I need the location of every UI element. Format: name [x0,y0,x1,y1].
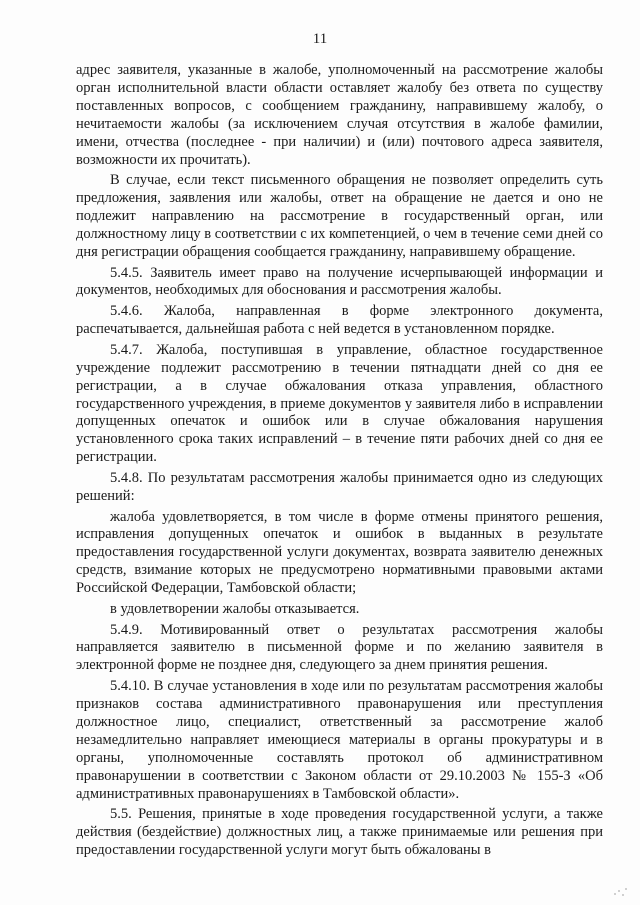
paragraph-5-4-5: 5.4.5. Заявитель имеет право на получение исчерпывающей информации и документов, необходимых для обоснования и рассмотрения жалобы. [76,264,603,299]
scan-artifact [614,887,628,897]
paragraph-decision-refused: в удовлетворении жалобы отказывается. [110,600,360,617]
paragraph-5-4-8: 5.4.8. По результатам рассмотрения жалобы принимается одно из следующих решений: [76,469,603,504]
document-body [76,62,603,863]
paragraph-decision-granted: жалоба удовлетворяется, в том числе в форме отмены принятого решения, исправления допущенных опечаток и ошибок в выданных в результате предоставления государственной услуги документах, возврата заявителю денежных средств, взимание которых не предусмотрено нормативными правовыми актами Российской Федерации, Тамбовской области; [76,508,603,597]
paragraph-5-4-10: 5.4.10. В случае установления в ходе или по результатам рассмотрения жалобы признаков состава административного правонарушения или преступления должностное лицо, специалист, ответственный за рассмотрение жалоб незамедлительно направляет имеющиеся материалы в органы прокуратуры и в органы, уполномоченные составлять протокол об административном правонарушении в соответствии с Законом области от 29.10.2003 № 155-З «Об административных правонарушениях в Тамбовской области». [76,678,603,802]
paragraph-5-4-9: 5.4.9. Мотивированный ответ о результатах рассмотрения жалобы направляется заявителю в письменной форме и по желанию заявителя в электронной форме не позднее дня, следующего за днем принятия решения. [76,621,603,674]
paragraph-continuation: адрес заявителя, указанные в жалобе, уполномоченный на рассмотрение жалобы орган исполнительной власти области оставляет жалобу без ответа по существу поставленных вопросов, с сообщением гражданину, направившему жалобу, о нечитаемости жалобы (за исключением случая отсутствия в жалобе фамилии, имени, отчества (последнее - при наличии) и (или) почтового адреса заявителя, возможности их прочитать). [76,62,603,168]
paragraph-unreadable-request: В случае, если текст письменного обращения не позволяет определить суть предложения, заявления или жалобы, ответ на обращение не дается и оно не подлежит направлению на рассмотрение в государственный орган, или должностному лицу в соответствии с их компетенцией, о чем в течение семи дней со дня регистрации обращения сообщается гражданину, направившему обращение. [76,172,603,260]
paragraph-5-4-7: 5.4.7. Жалоба, поступившая в управление, областное государственное учреждение подлежит рассмотрению в течении пятнадцати дней со дня ее регистрации, а в случае обжалования отказа управления, областного государственного учреждения, в приеме документов у заявителя либо в исправлении допущенных опечаток и ошибок или в случае обжалования нарушения установленного срока таких исправлений – в течение пяти рабочих дней со дня ее регистрации. [76,341,603,466]
page-number: 11 [312,31,328,47]
paragraph-5-5: 5.5. Решения, принятые в ходе проведения государственной услуги, а также действия (бездействие) должностных лиц, а также принимаемые или решения при предоставлении государственной услуги могут быть обжалованы в [76,806,603,859]
paragraph-5-4-6: 5.4.6. Жалоба, направленная в форме электронного документа, распечатывается, дальнейшая работа с ней ведется в установленном порядке. [76,303,603,338]
